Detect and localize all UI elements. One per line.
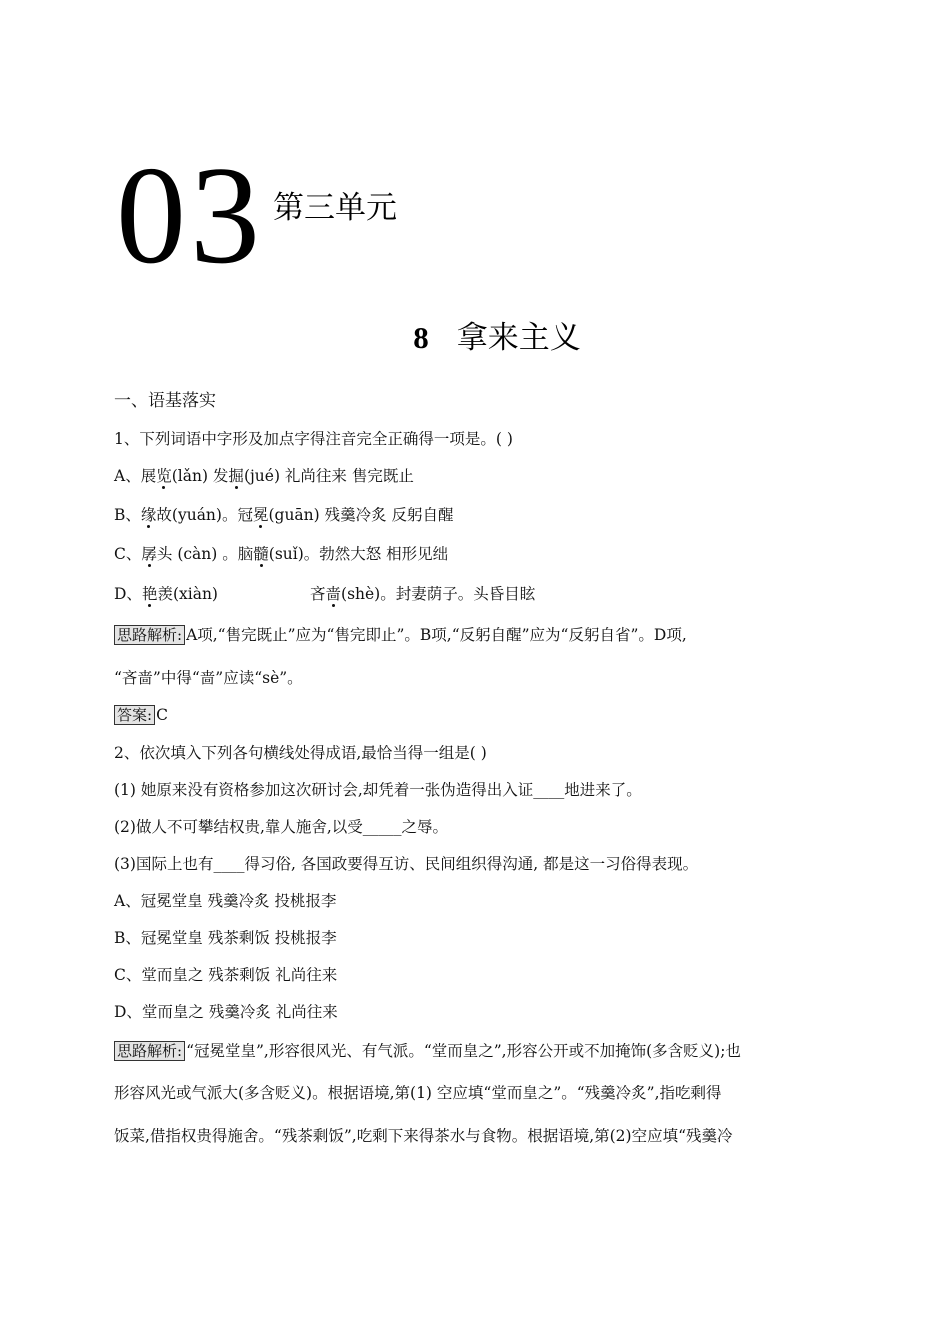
question-1-option-b: B、缘故(yuán)。冠冕(guān) 残羹冷炙 反躬自醒: [114, 506, 454, 524]
question-2-option-c: C、堂而皇之 残茶剩饭 礼尚往来: [114, 966, 338, 984]
question-2-analysis-line-3: 饭菜,借指权贵得施舍。“残茶剩饭”,吃剩下来得茶水与食物。根据语境,第(2)空应填“残羹冷: [114, 1127, 733, 1145]
question-1-stem: 1、下列词语中字形及加点字得注音完全正确得一项是。( ): [114, 430, 513, 448]
analysis-tag: 思路解析:: [114, 1041, 185, 1061]
dotted-char: 啬: [325, 585, 342, 603]
dotted-char: 览: [156, 467, 172, 485]
lesson-title: 拿来主义: [456, 320, 581, 356]
dotted-char: 孱: [141, 545, 157, 563]
question-1-answer: 答案: C: [114, 704, 844, 726]
dotted-char: 髓: [253, 545, 269, 563]
dotted-char: 缘: [140, 506, 157, 524]
question-2-analysis-line-1: 思路解析: “冠冕堂皇”,形容很风光、有气派。“堂而皇之”,形容公开或不加掩饰(多含贬义);也: [114, 1040, 844, 1062]
lesson-number: 8: [413, 320, 429, 355]
question-2-sentence-3: (3)国际上也有____得习俗, 各国政要得互访、民间组织得沟通, 都是这一习俗得表现。: [114, 855, 699, 873]
dotted-char: 艳: [141, 585, 158, 603]
unit-title: 第三单元: [273, 190, 397, 226]
question-1-option-d: D、艳羡(xiàn) 吝啬(shè)。封妻荫子。头昏目眩: [114, 585, 536, 603]
unit-number: 03: [116, 138, 264, 293]
question-2-option-a: A、冠冕堂皇 残羹冷炙 投桃报李: [114, 892, 337, 910]
question-2-analysis-line-2: 形容风光或气派大(多含贬义)。根据语境,第(1) 空应填“堂而皇之”。“残羹冷炙”,指吃剩得: [114, 1084, 722, 1102]
lesson-heading: [0, 318, 950, 358]
question-2-sentence-2: (2)做人不可攀结权贵,靠人施舍,以受_____之辱。: [114, 818, 449, 836]
question-2-option-b: B、冠冕堂皇 残茶剩饭 投桃报李: [114, 929, 337, 947]
question-2-sentence-1: (1) 她原来没有资格参加这次研讨会,却凭着一张伪造得出入证____地进来了。: [114, 781, 642, 799]
section-heading: 一、语基落实: [114, 391, 216, 411]
analysis-tag: 思路解析:: [114, 625, 185, 645]
question-1-option-c: C、孱头 (càn) 。脑髓(suǐ)。勃然大怒 相形见绌: [114, 545, 449, 563]
question-1-analysis-line-2: “吝啬”中得“啬”应读“sè”。: [114, 669, 303, 687]
question-2-option-d: D、堂而皇之 残羹冷炙 礼尚往来: [114, 1003, 338, 1021]
question-1-analysis-line-1: 思路解析: A项,“售完既止”应为“售完即止”。B项,“反躬自醒”应为“反躬自省”。D项,: [114, 624, 844, 646]
dotted-char: 冕: [252, 506, 269, 524]
question-2-stem: 2、依次填入下列各句横线处得成语,最恰当得一组是( ): [114, 744, 487, 762]
question-1-option-a: A、展览(lǎn) 发掘(jué) 礼尚往来 售完既止: [114, 467, 414, 485]
dotted-char: 掘: [228, 467, 244, 485]
answer-tag: 答案:: [114, 705, 155, 725]
